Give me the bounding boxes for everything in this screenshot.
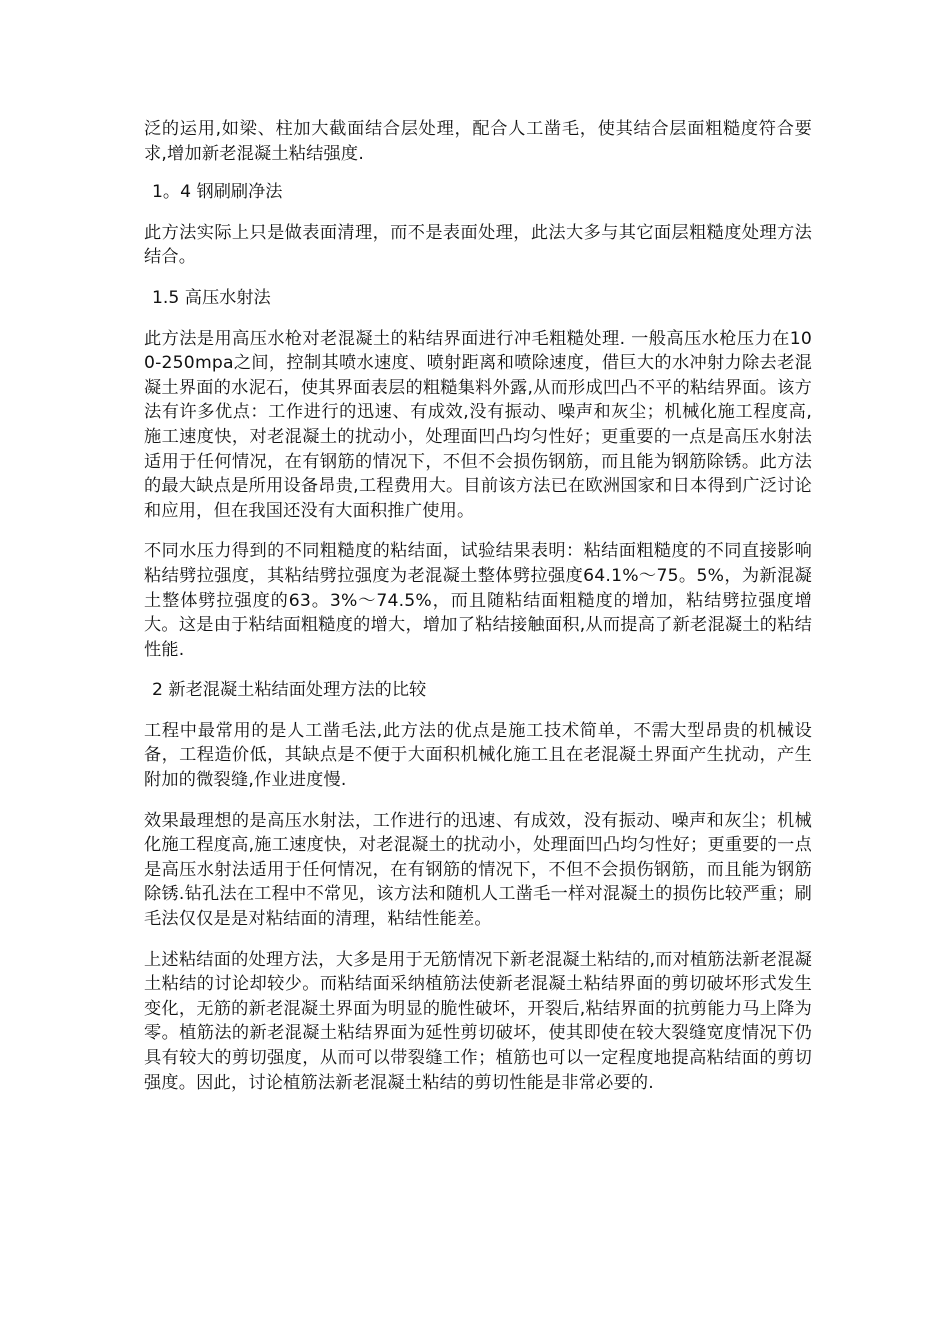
paragraph-best-method: 效果最理想的是高压水射法，工作进行的迅速、有成效，没有振动、噪声和灰尘；机械化施工程度高,施工速度快，对老混凝土的扰动小，处理面凹凸均匀性好；更重要的一点是高压水射法适用于任何情况，在有钢筋的情况下，不但不会损伤钢筋，而且能为钢筋除锈.钻孔法在工程中不常见，该方法和随机人工凿毛一样对混凝土的损伤比较严重；刷毛法仅仅是是对粘结面的清理，粘结性能差。: [144, 810, 812, 930]
document-page: [144, 117, 812, 1111]
section-heading-1-4: 1。4 钢刷刷净法: [152, 182, 283, 203]
paragraph-test-results: 不同水压力得到的不同粗糙度的粘结面，试验结果表明：粘结面粗糙度的不同直接影响粘结劈拉强度，其粘结劈拉强度为老混凝土整体劈拉强度64.1%～75。5%，为新混凝土整体劈拉强度的63。3%～74.5%，而且随粘结面粗糙度的增加，粘结劈拉强度增大。这是由于粘结面粗糙度的增大，增加了粘结接触面积,从而提高了新老混凝土的粘结性能.: [144, 541, 812, 660]
paragraph-steel-brush: 此方法实际上只是做表面清理，而不是表面处理，此法大多与其它面层粗糙度处理方法结合。: [144, 222, 812, 268]
paragraph-planting-bars: 上述粘结面的处理方法，大多是用于无筋情况下新老混凝土粘结的,而对植筋法新老混凝土粘结的讨论却较少。而粘结面采纳植筋法使新老混凝土粘结界面的剪切破坏形式发生变化，无筋的新老混凝土界面为明显的脆性破坏，开裂后,粘结界面的抗剪能力马上降为零。植筋法的新老混凝土粘结界面为延性剪切破坏，使其即使在较大裂缝宽度情况下仍具有较大的剪切强度，从而可以带裂缝工作；植筋也可以一定程度地提高粘结面的剪切强度。因此，讨论植筋法新老混凝土粘结的剪切性能是非常必要的.: [144, 949, 812, 1093]
paragraph-continuation: 泛的运用,如梁、柱加大截面结合层处理，配合人工凿毛，使其结合层面粗糙度符合要求,增加新老混凝土粘结强度.: [144, 119, 812, 164]
paragraph-water-jet: 此方法是用高压水枪对老混凝土的粘结界面进行冲毛粗糙处理. 一般高压水枪压力在100-250mpa之间，控制其喷水速度、喷射距离和喷除速度，借巨大的水冲射力除去老混凝土界面的水泥石，使其界面表层的粗糙集料外露,从而形成凹凸不平的粘结界面。该方法有许多优点：工作进行的迅速、有成效,没有振动、噪声和灰尘；机械化施工程度高,施工速度快，对老混凝土的扰动小，处理面凹凸均匀性好；更重要的一点是高压水射法适用于任何情况，在有钢筋的情况下，不但不会损伤钢筋，而且能为钢筋除锈。此方法的最大缺点是所用设备昂贵,工程费用大。目前该方法已在欧洲国家和日本得到广泛讨论和应用，但在我国还没有大面积推广使用。: [144, 328, 812, 521]
section-heading-2: 2 新老混凝土粘结面处理方法的比较: [152, 680, 427, 701]
paragraph-manual-chiseling: 工程中最常用的是人工凿毛法,此方法的优点是施工技术简单，不需大型昂贵的机械设备，工程造价低，其缺点是不便于大面积机械化施工且在老混凝土界面产生扰动，产生附加的微裂缝,作业进度慢.: [144, 720, 812, 791]
section-heading-1-5: 1.5 高压水射法: [152, 287, 271, 308]
